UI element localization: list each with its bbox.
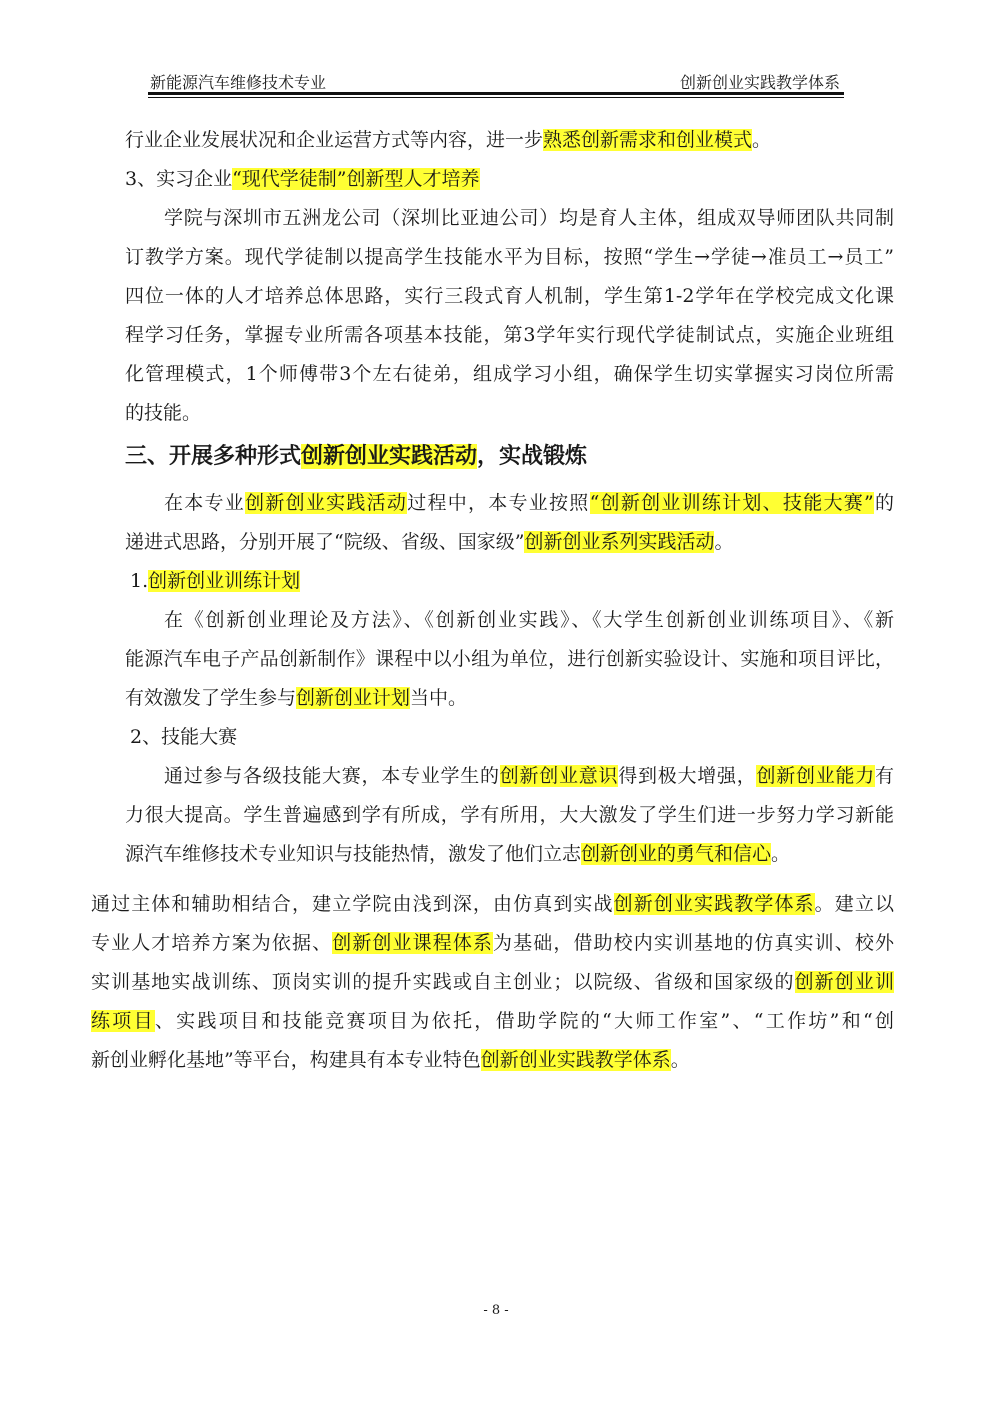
text-run: 有	[874, 765, 894, 787]
text-line	[125, 322, 894, 348]
text-run: 在《创新创业理论及方法》、《创新创业实践》、《大学生创新创业训练项目》、《新	[164, 609, 894, 631]
text-line	[125, 685, 467, 711]
header-rule-thick	[148, 92, 844, 95]
text-line	[91, 930, 894, 956]
text-run: 。建立以	[814, 893, 894, 915]
highlighted-phrase: 创新创业意识	[499, 765, 619, 787]
text-line	[125, 529, 733, 555]
highlighted-phrase: 创新创业实践教学体系	[480, 1049, 671, 1071]
section-heading	[125, 444, 587, 470]
text-run: ，实战锻炼	[477, 444, 588, 469]
highlighted-phrase: 创新创业训	[794, 971, 894, 993]
text-line	[125, 646, 894, 672]
text-run: 实训基地实战训练、顶岗实训的提升实践或自主创业；以院级、省级和国家级的	[91, 971, 795, 993]
text-run: 在本专业	[164, 492, 246, 514]
text-line	[125, 283, 894, 309]
text-line	[125, 244, 894, 270]
text-line	[91, 969, 894, 995]
text-run: 程学习任务，掌握专业所需各项基本技能，第3学年实行现代学徒制试点，实施企业班组	[125, 324, 894, 346]
text-line	[125, 166, 480, 192]
text-line	[130, 568, 300, 594]
highlighted-phrase: 创新创业的勇气和信心	[581, 843, 772, 865]
text-run: 力很大提高。学生普遍感到学有所成，学有所用，大大激发了学生们进一步努力学习新能	[125, 804, 894, 826]
text-run: 行业企业发展状况和企业运营方式等内容，进一步	[125, 129, 544, 151]
text-run: 得到极大增强，	[618, 765, 757, 787]
header-left-title: 新能源汽车维修技术专业	[150, 73, 327, 92]
text-run: 通过主体和辅助相结合，建立学院由浅到深，由仿真到实战	[91, 893, 614, 915]
text-run: 为基础，借助校内实训基地的仿真实训、校外	[493, 932, 894, 954]
text-run: 四位一体的人才培养总体思路，实行三段式育人机制，学生第1-2学年在学校完成文化课	[125, 285, 894, 307]
highlighted-phrase: 创新创业能力	[756, 765, 875, 787]
text-run: 新创业孵化基地”等平台，构建具有本专业特色	[91, 1049, 481, 1071]
text-run: 过程中，本专业按照	[407, 492, 590, 514]
text-line	[164, 490, 894, 516]
highlighted-phrase: 创新创业实践教学体系	[613, 893, 815, 915]
highlighted-phrase: 创新创业实践活动	[245, 492, 408, 514]
text-run: 2、技能大赛	[130, 726, 238, 748]
text-run: 化管理模式，1个师傅带3个左右徒弟，组成学习小组，确保学生切实掌握实习岗位所需	[125, 363, 894, 385]
text-run: 。	[752, 129, 772, 151]
highlighted-phrase: 创新创业训练计划	[148, 570, 301, 592]
text-line	[125, 127, 771, 153]
text-run: 当中。	[410, 687, 468, 709]
text-line	[125, 841, 790, 867]
text-line	[125, 802, 894, 828]
text-run: 专业人才培养方案为依据、	[91, 932, 333, 954]
highlighted-phrase: “现代学徒制”创新型人才培养	[232, 168, 480, 190]
text-run: 。	[771, 843, 791, 865]
page-number: - 8 -	[483, 1303, 509, 1318]
text-run: 。	[670, 1049, 690, 1071]
text-line	[130, 724, 237, 750]
header-rule-thin	[148, 97, 844, 98]
highlighted-phrase: 创新创业实践活动	[301, 444, 478, 469]
text-run: 。	[714, 531, 734, 553]
text-line	[91, 1047, 690, 1073]
text-run: 三、开展多种形式	[125, 444, 302, 469]
text-run: 的技能。	[125, 402, 202, 424]
text-run: 有效激发了学生参与	[125, 687, 297, 709]
highlighted-phrase: 创新创业课程体系	[332, 932, 494, 954]
text-run: 递进式思路，分别开展了“院级、省级、国家级”	[125, 531, 525, 553]
text-run: 1.	[130, 570, 149, 592]
text-run: 的	[873, 492, 894, 514]
text-line	[164, 763, 894, 789]
text-run: 源汽车维修技术专业知识与技能热情，激发了他们立志	[125, 843, 582, 865]
text-run: 订教学方案。现代学徒制以提高学生技能水平为目标，按照“学生→学徒→准员工→员工”	[125, 246, 894, 268]
highlighted-phrase: “创新创业训练计划、技能大赛”	[589, 492, 874, 514]
text-line	[164, 205, 894, 231]
text-line	[125, 400, 201, 426]
highlighted-phrase: 熟悉创新需求和创业模式	[543, 129, 753, 151]
text-run: 学院与深圳市五洲龙公司（深圳比亚迪公司）均是育人主体，组成双导师团队共同制	[164, 207, 894, 229]
text-line	[125, 361, 894, 387]
text-run: 3、实习企业	[125, 168, 233, 190]
highlighted-phrase: 创新创业系列实践活动	[524, 531, 715, 553]
text-line	[91, 891, 894, 917]
text-line	[164, 607, 894, 633]
text-line	[91, 1008, 894, 1034]
highlighted-phrase: 创新创业计划	[296, 687, 411, 709]
text-run: 通过参与各级技能大赛，本专业学生的	[164, 765, 500, 787]
text-run: 、实践项目和技能竞赛项目为依托，借助学院的“大师工作室”、“工作坊”和“创	[154, 1010, 894, 1032]
text-run: 能源汽车电子产品创新制作》课程中以小组为单位，进行创新实验设计、实施和项目评比，	[125, 648, 894, 670]
header-right-title: 创新创业实践教学体系	[679, 73, 840, 92]
highlighted-phrase: 练项目	[91, 1010, 155, 1032]
